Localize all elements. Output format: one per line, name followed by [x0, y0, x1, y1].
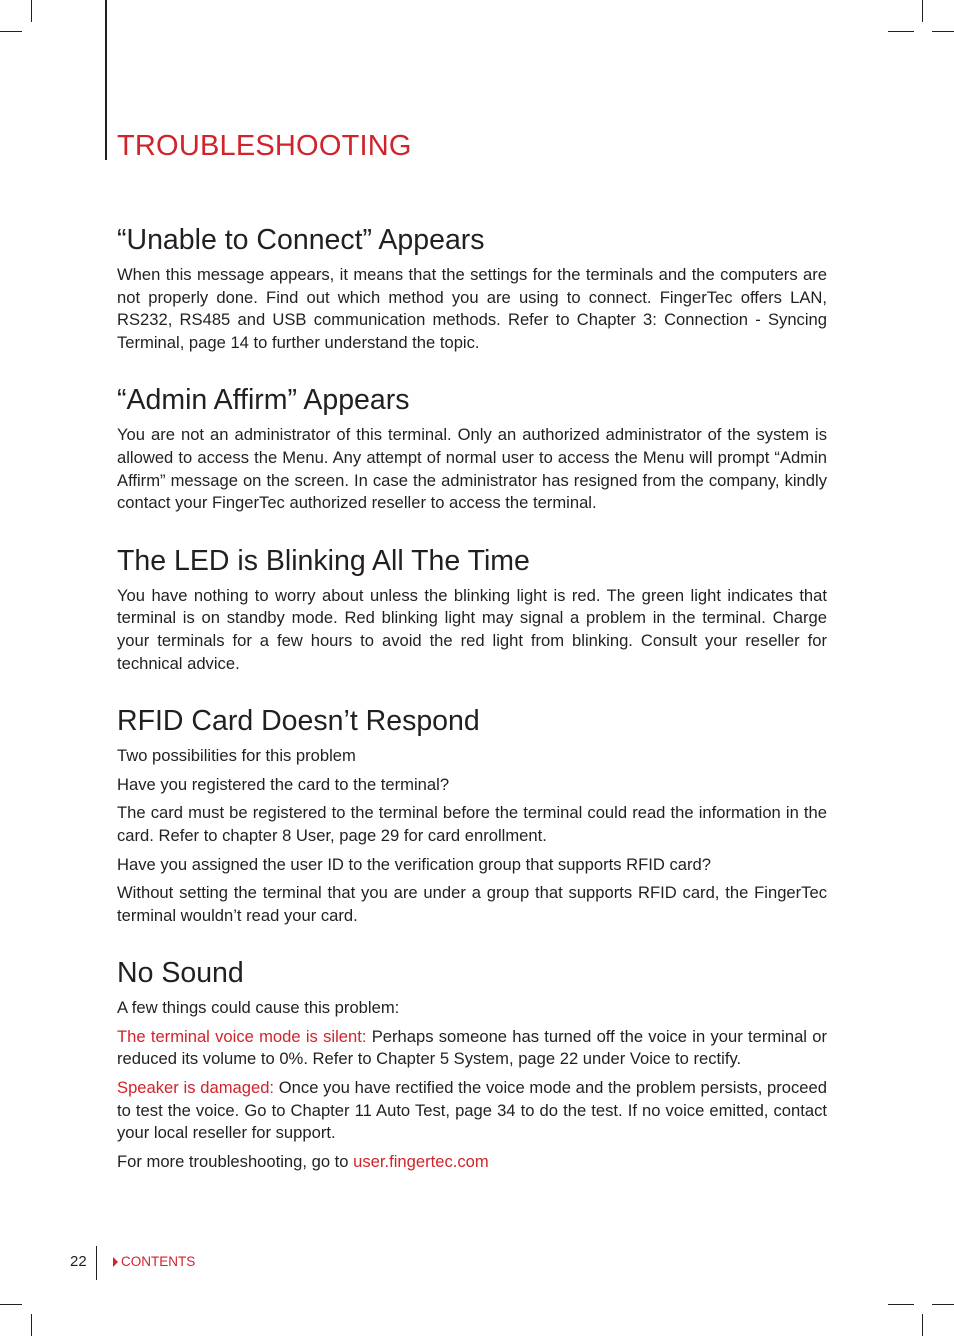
section-title: The LED is Blinking All The Time — [117, 544, 530, 577]
section-title: “Unable to Connect” Appears — [117, 224, 485, 256]
footer-divider — [96, 1246, 97, 1280]
section-title: “Admin Affirm” Appears — [117, 384, 410, 417]
section-led-blinking — [117, 543, 827, 675]
answer-registered: The card must be registered to the terminal before the terminal could read the information in the card. Refer to chapter 8 User, page 29 for card enrollment. — [117, 803, 827, 845]
crop-mark — [932, 1304, 954, 1305]
contents-link[interactable] — [113, 1254, 195, 1269]
cause-speaker-damaged — [117, 1077, 827, 1145]
crop-mark — [922, 1314, 923, 1336]
section-body: When this message appears, it means that the settings for the terminals and the computers are not properly done. Find out which method you are using to connect. FingerTec offers LAN, RS232, RS485 and USB communication methods. Refer to Chapter 3: Connection - Syncing Terminal, page 14 to further understand the topic. — [117, 265, 827, 352]
section-title: No Sound — [117, 957, 244, 990]
section-rfid-card — [117, 703, 827, 927]
question-verification-group: Have you assigned the user ID to the verification group that supports RFID card? — [117, 854, 711, 874]
more-text: For more troubleshooting, go to — [117, 1151, 354, 1171]
triangle-right-icon — [113, 1257, 118, 1267]
section-admin-affirm — [117, 382, 827, 514]
page-title: TROUBLESHOOTING — [117, 130, 412, 162]
answer-verification-group: Without setting the terminal that you are under a group that supports RFID card, the FingerTec terminal wouldn’t read your card. — [117, 883, 827, 925]
crop-mark — [0, 1304, 22, 1305]
contents-label: CONTENTS — [121, 1254, 196, 1269]
support-link[interactable]: user.fingertec.com — [353, 1151, 489, 1171]
cause-text: Once you have rectified the voice mode and the problem persists, proceed to test the voice. Go to Chapter 11 Auto Test, page 34 to do the test. If no voice emitted, contact your local reseller for support. — [117, 1078, 827, 1143]
crop-mark — [932, 31, 954, 32]
page-footer — [0, 1246, 954, 1280]
crop-mark — [0, 31, 22, 32]
crop-mark — [31, 1314, 32, 1336]
main-content — [117, 222, 827, 1201]
margin-rule — [105, 0, 107, 160]
cause-label: The terminal voice mode is silent: — [117, 1026, 367, 1046]
crop-mark — [888, 31, 914, 32]
section-body: You are not an administrator of this terminal. Only an authorized administrator of the system is allowed to access the Menu. Any attempt of normal user to access the Menu will prompt “Admin Affirm” message on the screen. In case the administrator has resigned from the company, kindly contact your FingerTec authorized reseller to access the terminal. — [117, 425, 827, 513]
section-title: RFID Card Doesn’t Respond — [117, 705, 480, 738]
section-intro: Two possibilities for this problem — [117, 746, 356, 766]
cause-voice-silent — [117, 1026, 827, 1071]
section-body: You have nothing to worry about unless the blinking light is red. The green light indicates that terminal is on standby mode. Red blinking light may signal a problem in the terminal. Charge your terminals for a few hours to avoid the red light from blinking. Consult your reseller for technical advice. — [117, 585, 827, 673]
question-registered: Have you registered the card to the terminal? — [117, 774, 450, 794]
crop-mark — [31, 0, 32, 22]
crop-mark — [922, 0, 923, 22]
section-no-sound — [117, 955, 827, 1173]
section-unable-to-connect — [117, 222, 827, 354]
cause-label: Speaker is damaged: — [117, 1078, 275, 1098]
section-intro: A few things could cause this problem: — [117, 998, 400, 1018]
more-troubleshooting — [117, 1151, 827, 1174]
crop-mark — [888, 1304, 914, 1305]
page-number: 22 — [70, 1253, 87, 1270]
cause-text: Perhaps someone has turned off the voice in your terminal or reduced its volume to 0%. Refer to Chapter 5 System, page 22 under Voice to rectify. — [117, 1026, 827, 1069]
